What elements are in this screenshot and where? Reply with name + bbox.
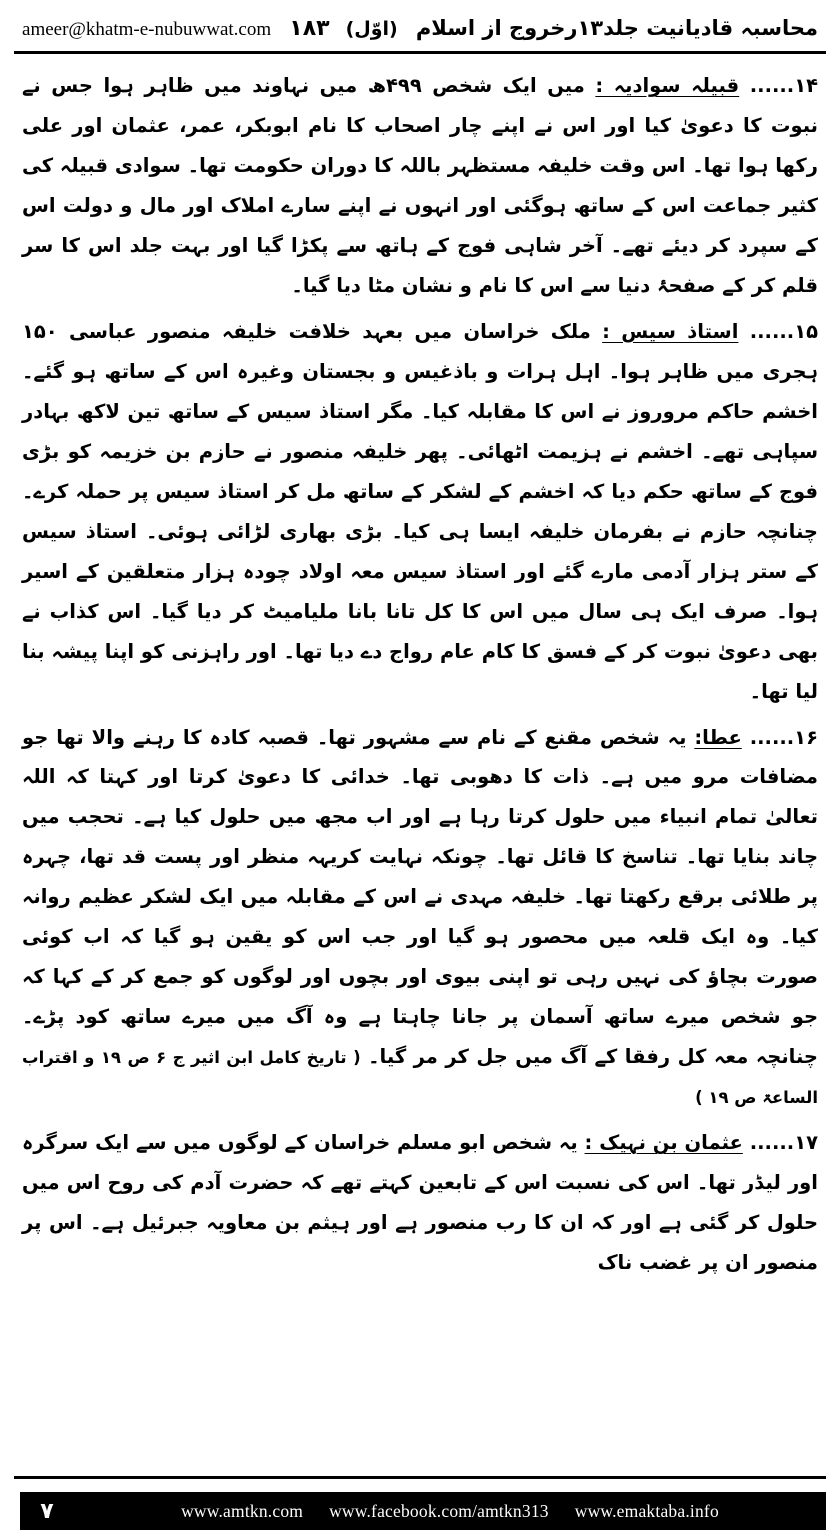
paragraph-number: ۱۴ bbox=[794, 74, 819, 97]
footer-links bbox=[74, 1492, 826, 1530]
paragraph-text: یہ شخص ابو مسلم خراسان کے لوگوں میں سے ایک سرگرہ اور لیڈر تھا۔ اس کی نسبت اس کے تابعین کہتے تھے کہ حضرت آدم کی روح اس میں حلول کر گئی ہے اور کہ ان کا رب منصور ہے اور ہیثم بن معاویہ جبرئیل ہے۔ اس پر منصور ان پر غضب ناک bbox=[22, 1131, 818, 1275]
paragraph-keyword: استاذ سیس : bbox=[602, 319, 739, 343]
paragraph-number: ۱۶ bbox=[794, 725, 818, 749]
paragraph-text: ملک خراسان میں بعہد خلافت خلیفہ منصور عباسی ۱۵۰ ہجری میں ظاہر ہوا۔ اہل ہرات و باذغیس و بجستان وغیرہ اس کے ساتھ ہو گئے۔ اخشم حاکم مروروز نے اس کا مقابلہ کیا۔ مگر استاذ سیس کے ساتھ تین لاکھ بہادر سپاہی تھے۔ اخشم نے ہزیمت اٹھائی۔ پھر خلیفہ منصور نے حازم بن خزیمہ کو بڑی فوج کے ساتھ حکم دیا کہ اخشم کے لشکر کے ساتھ مل کر استاذ سیس پر حملہ کرے۔ چنانچہ حازم نے بفرمان خلیفہ ایسا ہی کیا۔ بڑی بھاری لڑائی ہوئی۔ استاذ سیس کے ستر ہزار آدمی مارے گئے اور استاذ سیس معہ اولاد چودہ ہزار متعلقین کے اسیر ہوا۔ صرف ایک ہی سال میں اس کا کل تانا بانا ملیامیٹ کر دیا گیا۔ اس کذاب نے بھی دعویٰ نبوت کر کے فسق کا کام عام رواج دے دیا تھا۔ اور راہزنی کو اپنا پیشہ بنا لیا تھا۔ bbox=[22, 319, 818, 703]
paragraph-keyword: عثمان بن نہیک : bbox=[584, 1131, 743, 1155]
book-title: محاسبہ قادیانیت جلد۱۳رخروج از اسلام bbox=[415, 16, 818, 40]
paragraph-dots: ...... bbox=[749, 725, 795, 749]
header-middle-group bbox=[289, 16, 397, 41]
paragraph-dots: ...... bbox=[749, 1131, 795, 1155]
paragraph-dots: ...... bbox=[749, 319, 795, 343]
paragraph-number: ۱۵ bbox=[794, 319, 818, 343]
page-content bbox=[0, 54, 840, 1434]
footer-divider bbox=[14, 1476, 826, 1479]
paragraph-keyword: عطا: bbox=[694, 725, 742, 749]
paragraph-14 bbox=[22, 66, 818, 306]
volume-label: (اوّل) bbox=[345, 18, 398, 40]
source-reference: ( تاریخ کامل ابن اثیر ج ۶ ص ۱۹ و اقتراب الساعۃ ص ۱۹ ) bbox=[22, 1048, 818, 1108]
footer-link-emaktaba[interactable]: www.emaktaba.info bbox=[574, 1500, 719, 1521]
paragraph-number: ۱۷ bbox=[794, 1131, 818, 1155]
paragraph-17 bbox=[22, 1123, 818, 1283]
page-number-top: ۱۸۳ bbox=[289, 16, 330, 41]
contact-email: ameer@khatm-e-nubuwwat.com bbox=[22, 19, 272, 40]
footer-link-amtkn[interactable]: www.amtkn.com bbox=[181, 1500, 304, 1521]
footer-link-facebook[interactable]: www.facebook.com/amtkn313 bbox=[329, 1500, 549, 1521]
paragraph-16 bbox=[22, 718, 818, 1118]
page-footer bbox=[0, 1476, 840, 1540]
paragraph-text: یہ شخص مقنع کے نام سے مشہور تھا۔ قصبہ کادہ کا رہنے والا تھا جو مضافات مرو میں ہے۔ ذات کا دھوبی تھا۔ خدائی کا دعویٰ کرتا اور کہتا کہ اللہ تعالیٰ تمام انبیاء میں حلول کرتا رہا ہے اور اب مجھ میں حلول کیا ہے۔ تحجب میں چاند بنایا تھا۔ تناسخ کا قائل تھا۔ چونکہ نہایت کریہہ منظر اور پست قد تھا، چہرہ پر طلائی برقع رکھتا تھا۔ خلیفہ مہدی نے اس کے مقابلہ میں ایک لشکر عظیم روانہ کیا۔ وہ ایک قلعہ میں محصور ہو گیا اور جب اس کو یقین ہو گیا کہ اب کوئی صورت بچاؤ کی نہیں رہی تو اپنی بیوی اور بچوں اور لوگوں کو جمع کر کے کہا کہ جو شخص میرے ساتھ آسمان پر جانا چاہتا ہے وہ آگ میں میرے ساتھ کود پڑے۔ چنانچہ معہ کل رفقا کے آگ میں جل کر مر گیا۔ bbox=[22, 725, 818, 1069]
paragraph-dots: ...... bbox=[749, 74, 795, 97]
paragraph-15 bbox=[22, 312, 818, 712]
footer-bar bbox=[14, 1492, 826, 1530]
page-header bbox=[0, 0, 840, 47]
paragraph-keyword: قبیلہ سوادیہ : bbox=[595, 74, 740, 97]
page-number-bottom: ۷ bbox=[20, 1492, 74, 1530]
paragraph-text: میں ایک شخص ۴۹۹ھ میں نہاوند میں ظاہر ہوا جس نے نبوت کا دعویٰ کیا اور اس نے اپنے چار اصحاب کا نام ابوبکر، عمر، عثمان اور علی رکھا ہوا تھا۔ اس وقت خلیفہ مستظہر باللہ کا دوران حکومت تھا۔ سوادی قبیلہ کی کثیر جماعت اس کے ساتھ ہوگئی اور انہوں نے اپنے سارے املاک اور مال و دولت اس کے سپرد کر دیئے تھے۔ آخر شاہی فوج کے ہاتھ سے پکڑا گیا اور بہت جلد اس کا سر قلم کر کے صفحۂ دنیا سے اس کا نام و نشان مٹا دیا گیا۔ bbox=[22, 74, 818, 297]
